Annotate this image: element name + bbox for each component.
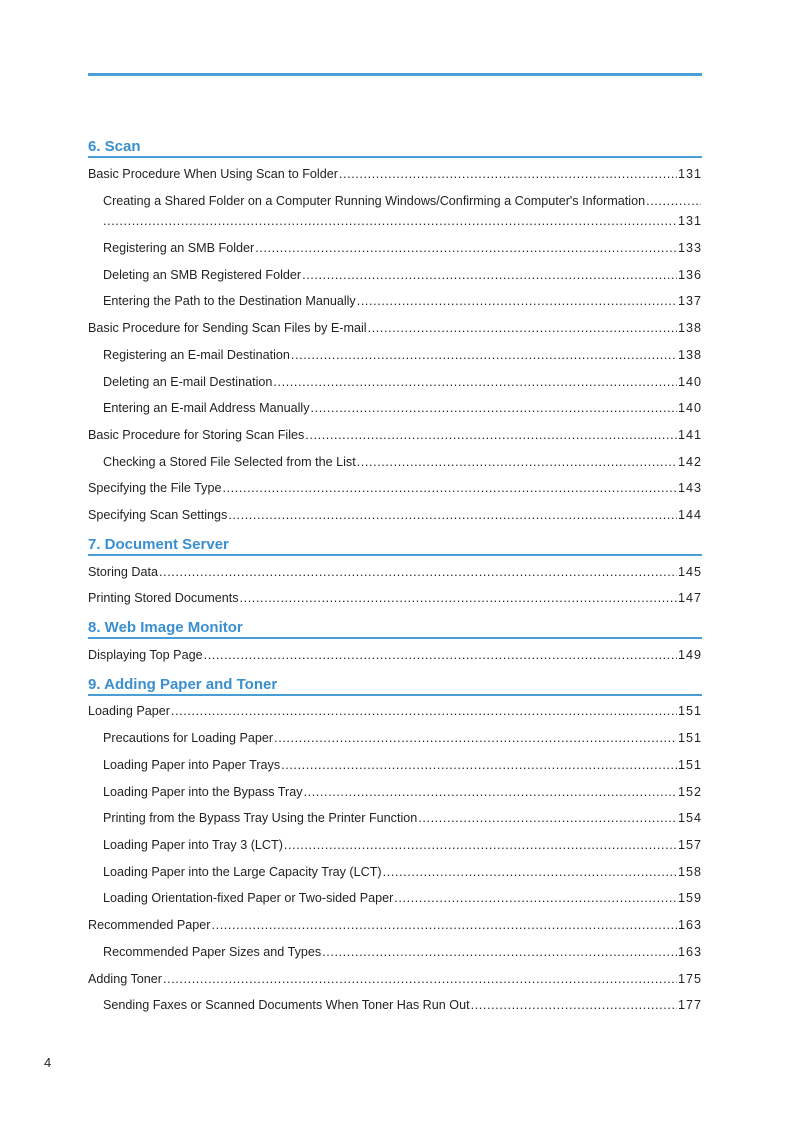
chapter-title[interactable]: 9. Adding Paper and Toner [88, 676, 278, 693]
toc-entry[interactable]: Creating a Shared Folder on a Computer Running Windows/Confirming a Computer's Information ..... [103, 193, 702, 210]
toc-entry[interactable]: Entering an E-mail Address Manually ..... 140 [103, 400, 702, 417]
toc-entry[interactable]: Loading Paper into the Large Capacity Tray (LCT) ..... 158 [103, 864, 702, 881]
toc-entry[interactable]: Deleting an E-mail Destination ..... 140 [103, 374, 702, 391]
chapter-title[interactable]: 8. Web Image Monitor [88, 619, 243, 636]
toc-entry-continuation[interactable]: ..... 131 [103, 213, 702, 230]
toc-entry[interactable]: Recommended Paper Sizes and Types ..... 163 [103, 944, 702, 961]
toc-entry[interactable]: Precautions for Loading Paper ..... 151 [103, 730, 702, 747]
toc-entry[interactable]: Basic Procedure for Storing Scan Files ..... 141 [88, 427, 702, 444]
toc-entry[interactable]: Storing Data ..... 145 [88, 564, 702, 581]
toc-entry[interactable]: Registering an SMB Folder ..... 133 [103, 240, 702, 257]
toc-entry[interactable]: Sending Faxes or Scanned Documents When Toner Has Run Out ..... 177 [103, 997, 702, 1014]
chapter-title[interactable]: 6. Scan [88, 138, 141, 155]
chapter-heading-document-server [88, 534, 702, 556]
toc-entry[interactable]: Loading Paper into Paper Trays ..... 151 [103, 757, 702, 774]
toc-entry[interactable]: Loading Orientation-fixed Paper or Two-sided Paper ..... 159 [103, 890, 702, 907]
toc-entry[interactable]: Loading Paper ..... 151 [88, 703, 702, 720]
toc-entry[interactable]: Basic Procedure When Using Scan to Folder ..... 131 [88, 166, 702, 183]
header-rule [88, 73, 702, 76]
toc-entry[interactable]: Loading Paper into Tray 3 (LCT) ..... 157 [103, 837, 702, 854]
toc-entry[interactable]: Specifying the File Type ..... 143 [88, 480, 702, 497]
chapter-heading-adding-paper-and-toner [88, 674, 702, 696]
toc-entry[interactable]: Entering the Path to the Destination Manually ..... 137 [103, 293, 702, 310]
toc-entry[interactable]: Loading Paper into the Bypass Tray ..... 152 [103, 784, 702, 801]
toc-entry[interactable]: Deleting an SMB Registered Folder ..... 136 [103, 267, 702, 284]
chapter-title[interactable]: 7. Document Server [88, 536, 229, 553]
toc-entry[interactable]: Printing from the Bypass Tray Using the Printer Function ..... 154 [103, 810, 702, 827]
page-number: 4 [44, 1055, 52, 1070]
toc-entry[interactable]: Specifying Scan Settings ..... 144 [88, 507, 702, 524]
chapter-heading-web-image-monitor [88, 617, 702, 639]
toc-entry[interactable]: Recommended Paper ..... 163 [88, 917, 702, 934]
chapter-heading-scan [88, 136, 702, 158]
toc-entry[interactable]: Checking a Stored File Selected from the List ..... 142 [103, 454, 702, 471]
toc-entry[interactable]: Adding Toner ..... 175 [88, 971, 702, 988]
toc-entry[interactable]: Registering an E-mail Destination ..... 138 [103, 347, 702, 364]
toc-entry[interactable]: Printing Stored Documents ..... 147 [88, 590, 702, 607]
toc-entry[interactable]: Basic Procedure for Sending Scan Files by E-mail ..... 138 [88, 320, 702, 337]
toc-entry[interactable]: Displaying Top Page ..... 149 [88, 647, 702, 664]
